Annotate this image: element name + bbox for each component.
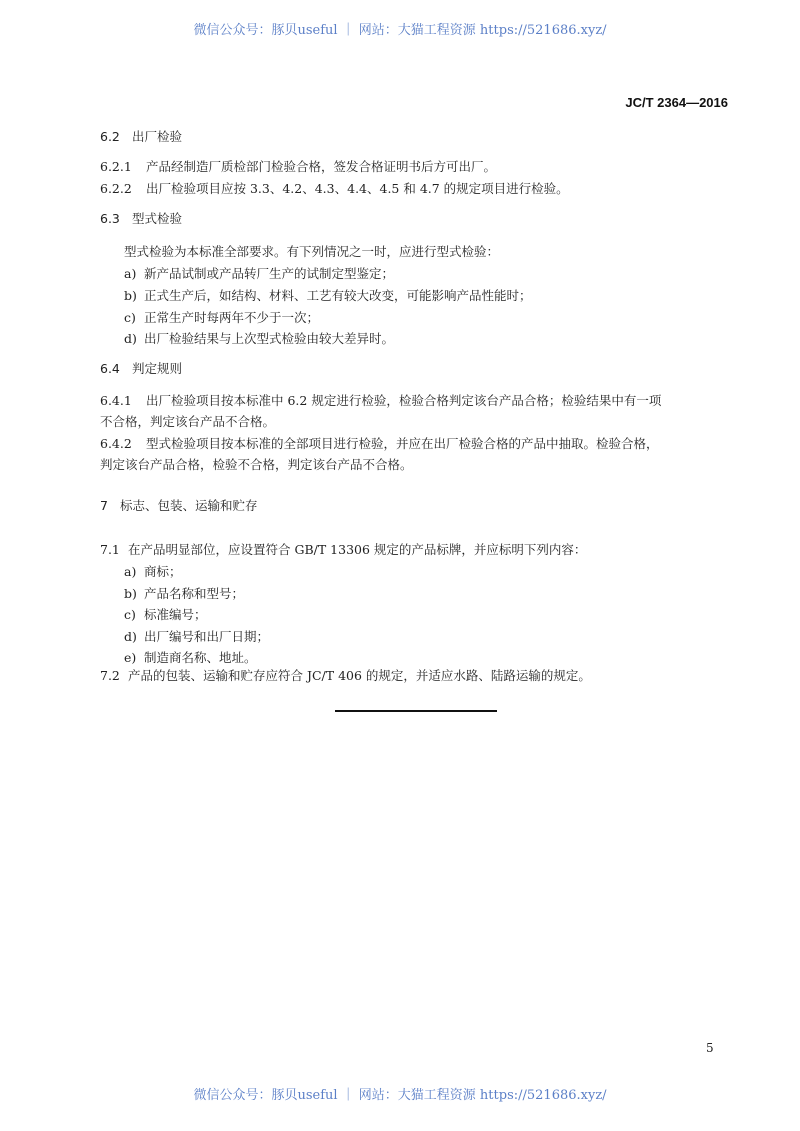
list-label: d) (124, 331, 137, 346)
clause-text: 产品的包装、运输和贮存应符合 JC/T 406 的规定，并适应水路、陆路运输的规定。 (128, 668, 591, 683)
section-number: 6.4 (100, 361, 120, 376)
list-item (124, 586, 244, 602)
section-number: 6.3 (100, 211, 120, 226)
list-text: 出厂编号和出厂日期； (144, 629, 270, 644)
clause-number: 6.2.2 (100, 181, 132, 196)
list-label: c) (124, 310, 136, 325)
list-item (124, 650, 257, 666)
list-label: e) (124, 650, 137, 665)
list-item (124, 607, 207, 623)
list-text: 制造商名称、地址。 (144, 650, 257, 665)
section-title: 型式检验 (132, 211, 183, 226)
clause-text: 在产品明显部位，应设置符合 GB/T 13306 规定的产品标牌，并应标明下列内容： (128, 542, 587, 557)
list-item (124, 564, 182, 580)
list-item (124, 310, 319, 326)
standard-number: JC/T 2364—2016 (625, 95, 728, 110)
clause-7-1 (100, 542, 586, 558)
list-label: a) (124, 564, 137, 579)
list-label: d) (124, 629, 137, 644)
clause-6-2-1 (100, 159, 496, 175)
clause-number: 6.4.2 (100, 436, 132, 451)
section-title: 标志、包装、运输和贮存 (120, 498, 258, 513)
clause-6-4-2-cont: 判定该台产品合格，检验不合格，判定该台产品不合格。 (100, 457, 413, 472)
clause-6-4-1-cont: 不合格，判定该台产品不合格。 (100, 414, 276, 429)
clause-text: 型式检验项目按本标准的全部项目进行检验，并应在出厂检验合格的产品中抽取。检验合格， (146, 436, 659, 451)
heading-7 (100, 498, 258, 514)
watermark-bottom: 微信公众号：豚贝useful ｜ 网站：大猫工程资源 https://521686.xyz/ (193, 1088, 607, 1103)
heading-6-3 (100, 211, 182, 227)
end-rule (335, 710, 497, 712)
clause-text: 出厂检验项目应按 3.3、4.2、4.3、4.4、4.5 和 4.7 的规定项目进行检验。 (146, 181, 569, 196)
list-label: b) (124, 586, 137, 601)
heading-6-4 (100, 361, 182, 377)
clause-number: 7.1 (100, 542, 120, 557)
section-number: 6.2 (100, 129, 120, 144)
clause-text: 出厂检验项目按本标准中 6.2 规定进行检验，检验合格判定该台产品合格；检验结果中有一项 (146, 393, 662, 408)
section-number: 7 (100, 498, 108, 513)
clause-number: 6.2.1 (100, 159, 132, 174)
list-item (124, 629, 269, 645)
paragraph-6-3-intro: 型式检验为本标准全部要求。有下列情况之一时，应进行型式检验： (124, 244, 500, 259)
list-item (124, 266, 394, 282)
list-text: 商标； (144, 564, 182, 579)
list-text: 正常生产时每两年不少于一次； (144, 310, 320, 325)
watermark-top: 微信公众号：豚贝useful ｜ 网站：大猫工程资源 https://521686.xyz/ (193, 23, 607, 38)
list-item (124, 331, 394, 347)
list-item (124, 288, 532, 304)
clause-7-2 (100, 668, 591, 684)
clause-6-4-1 (100, 393, 661, 409)
list-text: 出厂检验结果与上次型式检验由较大差异时。 (144, 331, 395, 346)
page-number: 5 (706, 1041, 714, 1055)
section-title: 出厂检验 (132, 129, 183, 144)
list-text: 标准编号； (144, 607, 207, 622)
list-text: 新产品试制或产品转厂生产的试制定型鉴定； (144, 266, 395, 281)
heading-6-2 (100, 129, 182, 145)
clause-text: 产品经制造厂质检部门检验合格，签发合格证明书后方可出厂。 (146, 159, 497, 174)
clause-number: 6.4.1 (100, 393, 132, 408)
section-title: 判定规则 (132, 361, 183, 376)
list-label: b) (124, 288, 137, 303)
list-text: 产品名称和型号； (144, 586, 245, 601)
list-label: c) (124, 607, 136, 622)
clause-6-4-2 (100, 436, 659, 452)
list-text: 正式生产后，如结构、材料、工艺有较大改变，可能影响产品性能时； (144, 288, 532, 303)
clause-number: 7.2 (100, 668, 120, 683)
clause-6-2-2 (100, 181, 569, 197)
list-label: a) (124, 266, 137, 281)
